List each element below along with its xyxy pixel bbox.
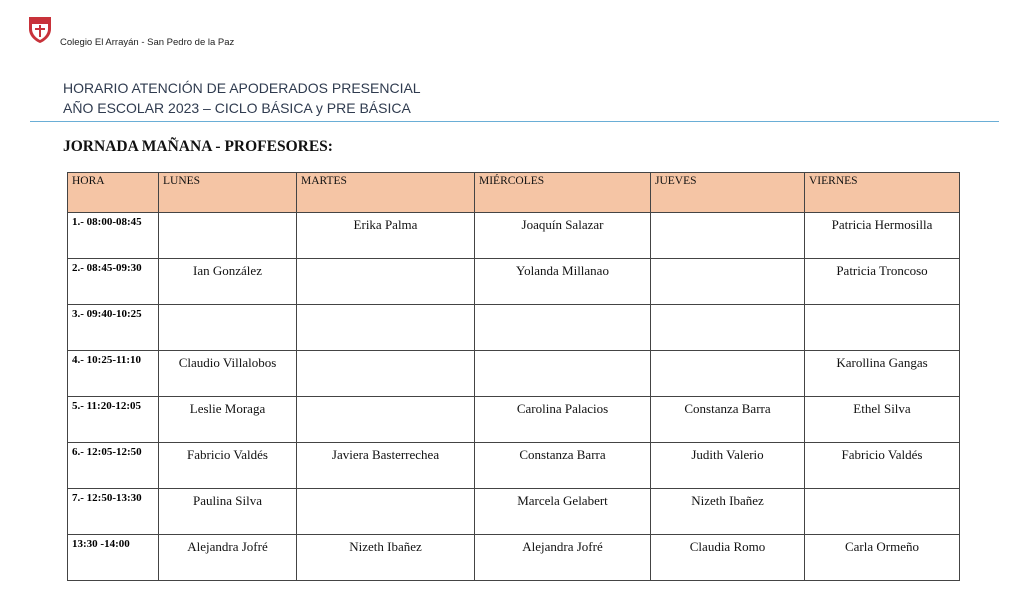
column-header-martes: MARTES bbox=[297, 173, 475, 213]
column-header-miercoles: MIÉRCOLES bbox=[475, 173, 651, 213]
hora-cell: 3.- 09:40-10:25 bbox=[68, 305, 159, 351]
teacher-cell bbox=[297, 259, 475, 305]
teacher-cell: Paulina Silva bbox=[159, 489, 297, 535]
school-name: Colegio El Arrayán - San Pedro de la Paz bbox=[60, 37, 235, 48]
table-row bbox=[68, 305, 960, 351]
table-row bbox=[68, 351, 960, 397]
hora-cell: 1.- 08:00-08:45 bbox=[68, 213, 159, 259]
hora-cell: 5.- 11:20-12:05 bbox=[68, 397, 159, 443]
teacher-cell: Claudia Romo bbox=[651, 535, 805, 581]
teacher-cell: Constanza Barra bbox=[475, 443, 651, 489]
teacher-cell bbox=[651, 351, 805, 397]
teacher-cell: Ian González bbox=[159, 259, 297, 305]
teacher-cell: Yolanda Millanao bbox=[475, 259, 651, 305]
teacher-cell bbox=[475, 305, 651, 351]
teacher-cell: Erika Palma bbox=[297, 213, 475, 259]
table-row bbox=[68, 213, 960, 259]
column-header-viernes: VIERNES bbox=[805, 173, 960, 213]
hora-cell: 4.- 10:25-11:10 bbox=[68, 351, 159, 397]
teacher-cell: Marcela Gelabert bbox=[475, 489, 651, 535]
teacher-cell: Carla Ormeño bbox=[805, 535, 960, 581]
teacher-cell bbox=[651, 305, 805, 351]
teacher-cell: Nizeth Ibañez bbox=[651, 489, 805, 535]
teacher-cell bbox=[651, 259, 805, 305]
column-header-hora: HORA bbox=[68, 173, 159, 213]
table-row bbox=[68, 443, 960, 489]
teacher-cell: Patricia Troncoso bbox=[805, 259, 960, 305]
table-header-row bbox=[68, 173, 960, 213]
title-line-2: AÑO ESCOLAR 2023 – CICLO BÁSICA y PRE BÁSICA bbox=[63, 100, 411, 116]
teacher-cell: Constanza Barra bbox=[651, 397, 805, 443]
hora-cell: 13:30 -14:00 bbox=[68, 535, 159, 581]
teacher-cell bbox=[805, 489, 960, 535]
table-row bbox=[68, 259, 960, 305]
title-line-1: HORARIO ATENCIÓN DE APODERADOS PRESENCIAL bbox=[63, 80, 421, 96]
teacher-cell bbox=[297, 397, 475, 443]
table-row bbox=[68, 535, 960, 581]
teacher-cell: Claudio Villalobos bbox=[159, 351, 297, 397]
teacher-cell: Javiera Basterrechea bbox=[297, 443, 475, 489]
teacher-cell: Nizeth Ibañez bbox=[297, 535, 475, 581]
table-row bbox=[68, 489, 960, 535]
teacher-cell: Leslie Moraga bbox=[159, 397, 297, 443]
teacher-cell bbox=[297, 305, 475, 351]
teacher-cell: Patricia Hermosilla bbox=[805, 213, 960, 259]
column-header-jueves: JUEVES bbox=[651, 173, 805, 213]
teacher-cell: Fabricio Valdés bbox=[805, 443, 960, 489]
teacher-cell bbox=[297, 489, 475, 535]
teacher-cell bbox=[805, 305, 960, 351]
teacher-cell bbox=[159, 213, 297, 259]
teacher-cell: Alejandra Jofré bbox=[475, 535, 651, 581]
teacher-cell: Judith Valerio bbox=[651, 443, 805, 489]
document-title bbox=[63, 78, 421, 118]
table-row bbox=[68, 397, 960, 443]
hora-cell: 2.- 08:45-09:30 bbox=[68, 259, 159, 305]
teacher-cell: Ethel Silva bbox=[805, 397, 960, 443]
teacher-cell bbox=[475, 351, 651, 397]
teacher-cell: Fabricio Valdés bbox=[159, 443, 297, 489]
section-heading: JORNADA MAÑANA - PROFESORES: bbox=[63, 138, 333, 155]
teacher-cell: Karollina Gangas bbox=[805, 351, 960, 397]
teacher-cell: Carolina Palacios bbox=[475, 397, 651, 443]
school-crest-icon bbox=[28, 16, 52, 44]
header-divider bbox=[30, 121, 999, 122]
schedule-table bbox=[67, 172, 960, 581]
teacher-cell bbox=[651, 213, 805, 259]
hora-cell: 6.- 12:05-12:50 bbox=[68, 443, 159, 489]
teacher-cell bbox=[159, 305, 297, 351]
column-header-lunes: LUNES bbox=[159, 173, 297, 213]
teacher-cell: Alejandra Jofré bbox=[159, 535, 297, 581]
teacher-cell: Joaquín Salazar bbox=[475, 213, 651, 259]
teacher-cell bbox=[297, 351, 475, 397]
hora-cell: 7.- 12:50-13:30 bbox=[68, 489, 159, 535]
